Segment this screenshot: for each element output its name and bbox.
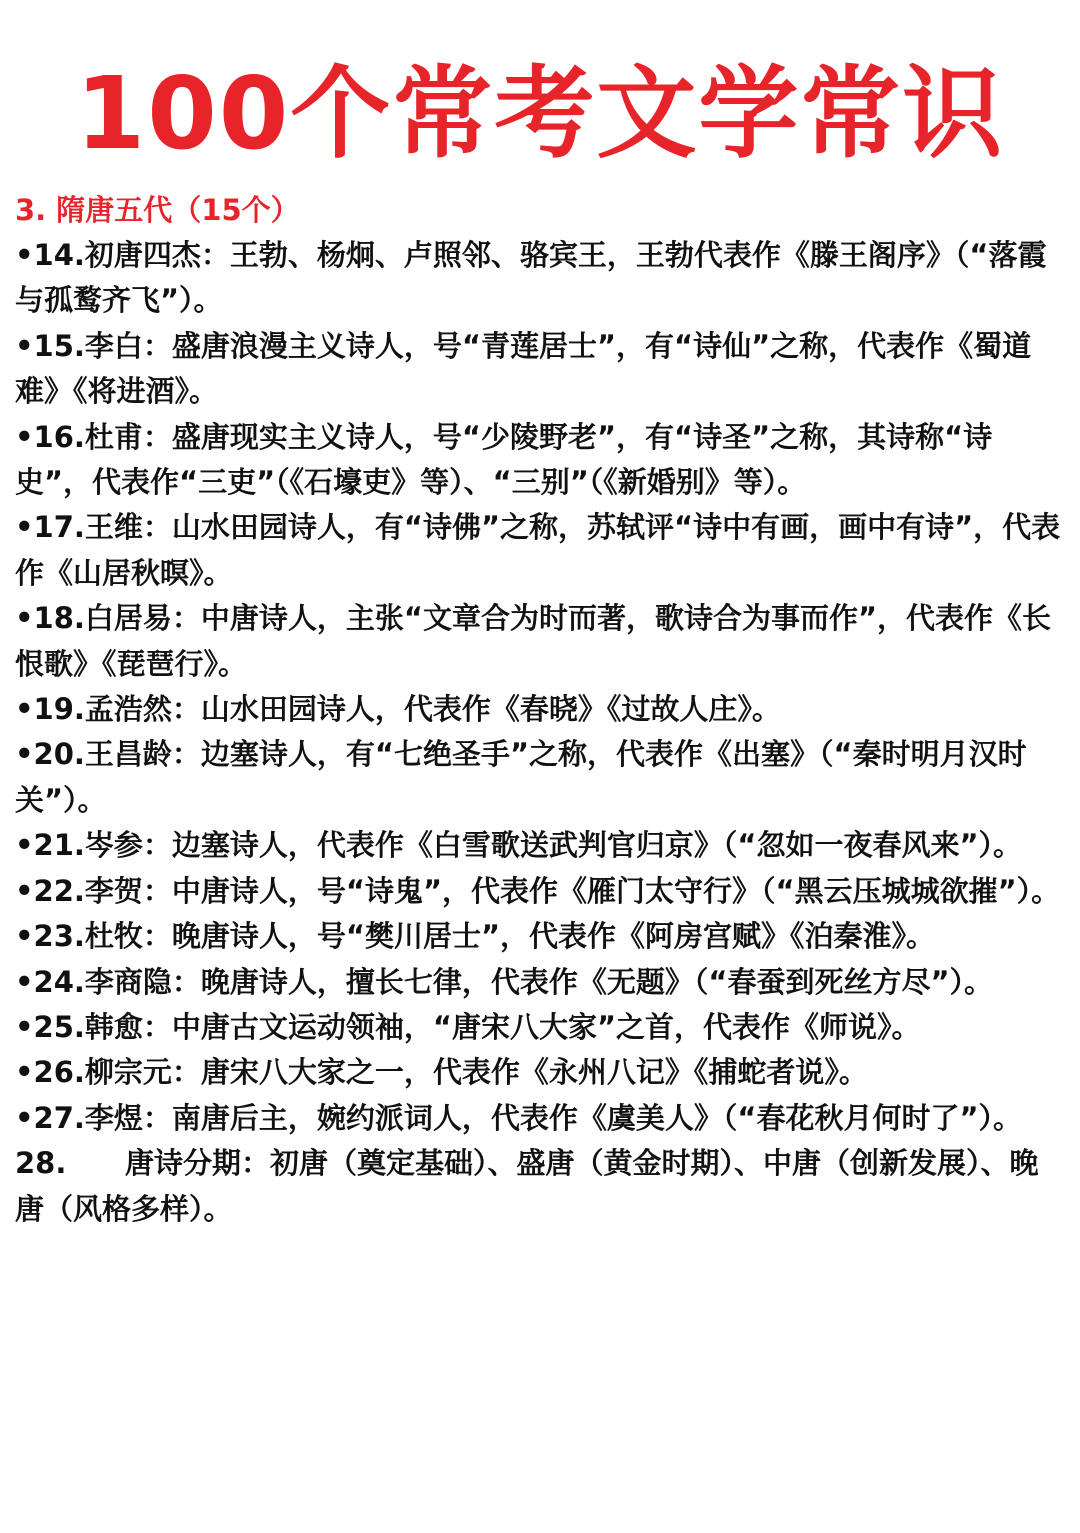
entry-23: •23.杜牧：晚唐诗人，号“樊川居士”，代表作《阿房宫赋》《泊秦淮》。	[15, 919, 936, 954]
page-title: 100个常考文学常识	[75, 55, 1005, 172]
entry-25: •25.韩愈：中唐古文运动领袖，“唐宋八大家”之首，代表作《师说》。	[15, 1009, 921, 1044]
entry-16: •16.杜甫：盛唐现实主义诗人，号“少陵野老”，有“诗圣”之称，其诗称“诗史”，代表作“三吏”（《石壕吏》等）、“三别”（《新婚别》等）。	[15, 419, 993, 500]
entry-24: •24.李商隐：晚唐诗人，擅长七律，代表作《无题》（“春蚕到死丝方尽”）。	[15, 964, 994, 999]
entry-22: •22.李贺：中唐诗人，号“诗鬼”，代表作《雁门太守行》（“黑云压城城欲摧”）。	[15, 873, 1061, 908]
entry-19: •19.孟浩然：山水田园诗人，代表作《春晓》《过故人庄》。	[15, 692, 781, 727]
entry-21: •21.岑参：边塞诗人，代表作《白雪歌送武判官归京》（“忽如一夜春风来”）。	[15, 828, 1023, 863]
entry-26: •26.柳宗元：唐宋八大家之一，代表作《永州八记》《捕蛇者说》。	[15, 1055, 868, 1090]
entry-18: •18.白居易：中唐诗人，主张“文章合为时而著，歌诗合为事而作”，代表作《长恨歌》《琵琶行》。	[15, 601, 1052, 681]
entry-14: •14.初唐四杰：王勃、杨炯、卢照邻、骆宾王，王勃代表作《滕王阁序》（“落霞与孤鹜齐飞”）。	[15, 238, 1047, 318]
entry-28-text: 唐诗分期：初唐（奠定基础）、盛唐（黄金时期）、中唐（创新发展）、晚唐（风格多样）。	[15, 1146, 1039, 1226]
section-heading: 3. 隋唐五代（15个）	[15, 193, 300, 227]
entry-17: •17.王维：山水田园诗人，有“诗佛”之称，苏轼评“诗中有画，画中有诗”，代表作《山居秋暝》。	[15, 510, 1061, 590]
entry-27: •27.李煜：南唐后主，婉约派词人，代表作《虞美人》（“春花秋月何时了”）。	[15, 1100, 1023, 1135]
entry-20: •20.王昌龄：边塞诗人，有“七绝圣手”之称，代表作《出塞》（“秦时明月汉时关”）。	[15, 737, 1027, 817]
article-body	[15, 188, 1065, 1232]
entry-15: •15.李白：盛唐浪漫主义诗人，号“青莲居士”，有“诗仙”之称，代表作《蜀道难》《将进酒》。	[15, 328, 1032, 409]
entry-28	[15, 1141, 1065, 1232]
entry-28-number: 28.	[15, 1146, 67, 1181]
